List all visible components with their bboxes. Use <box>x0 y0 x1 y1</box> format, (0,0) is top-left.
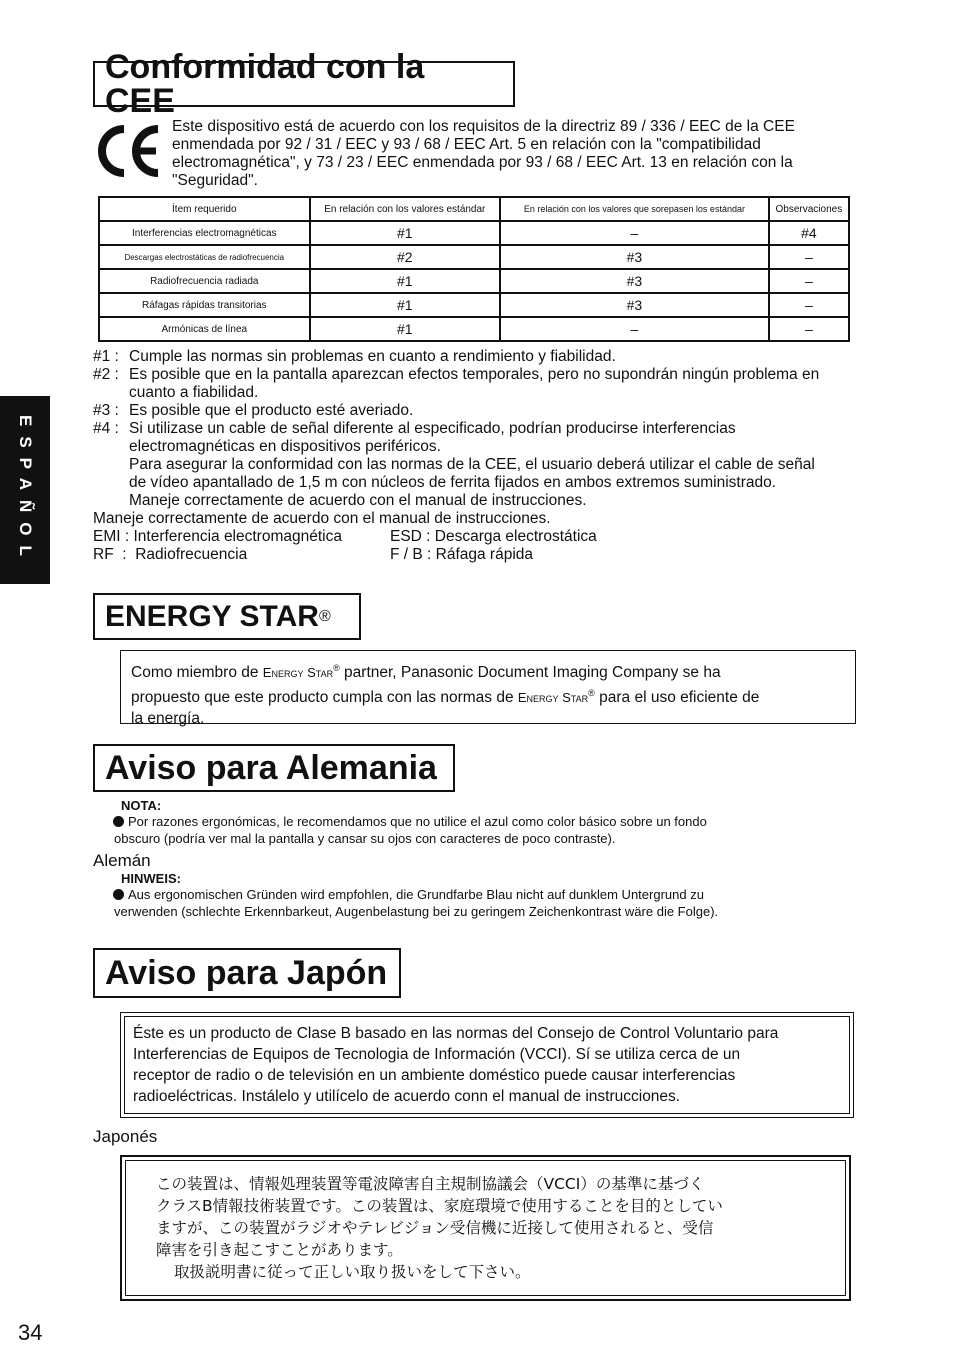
table-cell: – <box>769 317 849 341</box>
abbrev-row <box>93 546 853 564</box>
nota-item <box>114 813 873 847</box>
japan-heading <box>93 948 401 998</box>
japan-spanish-box <box>120 1012 854 1118</box>
japanese-lang-label: Japonés <box>93 1127 158 1146</box>
table-cell: – <box>769 269 849 293</box>
bullet-icon <box>113 889 124 900</box>
table-cell: – <box>769 293 849 317</box>
ce-mark-icon <box>92 120 166 187</box>
japan-line: Interferencias de Equipos de Tecnologia de Información (VCCI). Sí se utiliza cerca de un <box>133 1046 741 1063</box>
japan-japanese-inner <box>125 1160 846 1296</box>
japan-japanese-box <box>120 1155 851 1301</box>
table-cell: – <box>500 221 769 245</box>
table-header-row <box>99 197 849 221</box>
table-header-cell: En relación con los valores que sorepasen los estándar <box>500 197 769 221</box>
table-header-cell: Ítem requerido <box>99 197 310 221</box>
note-tag: #3 : <box>93 402 119 419</box>
table-cell: #1 <box>310 269 501 293</box>
energy-brand: Energy Star <box>517 690 589 706</box>
cee-heading <box>93 48 515 120</box>
energy-box <box>120 650 856 728</box>
japan-line: radioeléctricas. Instálelo y utilícelo de acuerdo conn el manual de instrucciones. <box>133 1088 681 1105</box>
table-cell: Interferencias electromagnéticas <box>99 221 310 245</box>
table-row <box>99 221 849 245</box>
cee-intro-line: enmendada por 92 / 31 / EEC y 93 / 68 / EEC Art. 5 en relación con la "compatibilidad <box>172 136 761 153</box>
table-cell: #3 <box>500 269 769 293</box>
table-row <box>99 317 849 341</box>
table-row <box>99 293 849 317</box>
jp-line: 障害を引き起こすことがあります。 <box>156 1241 403 1259</box>
note-line: Maneje correctamente de acuerdo con el manual de instrucciones. <box>129 492 587 509</box>
registered-mark: ® <box>333 663 340 673</box>
table-cell: #1 <box>310 221 501 245</box>
hinweis-line: Aus ergonomischen Gründen wird empfohlen, die Grundfarbe Blau nicht auf dunklem Untergrund zu <box>128 887 704 902</box>
cee-heading-text: Conformidad con la CEE <box>105 48 425 120</box>
table-cell: – <box>500 317 769 341</box>
hinweis-label: HINWEIS: <box>121 871 181 886</box>
table-cell: Radiofrecuencia radiada <box>99 269 310 293</box>
registered-mark: ® <box>588 688 595 699</box>
registered-mark: ® <box>318 607 331 625</box>
energy-text: la energía. <box>131 710 205 728</box>
nota-line: obscuro (podría ver mal la pantalla y cansar su ojos con caracteres de poco contraste). <box>114 831 616 846</box>
japan-line: Éste es un producto de Clase B basado en las normas del Consejo de Control Voluntario para <box>133 1025 779 1042</box>
cee-intro-line: electromagnética", y 73 / 23 / EEC enmendada por 93 / 68 / EEC Art. 13 en relación con la <box>172 154 793 171</box>
bullet-icon <box>113 816 124 827</box>
jp-line: ますが、この装置がラジオやテレビジョン受信機に近接して使用されると、受信 <box>156 1219 714 1237</box>
japan-line: receptor de radio o de televisión en un ambiente doméstico puede causar interferencias <box>133 1067 736 1084</box>
japan-spanish-inner <box>124 1016 850 1114</box>
energy-heading <box>93 593 361 640</box>
note-tag: #1 : <box>93 348 119 365</box>
energy-heading-text: ENERGY STAR <box>105 599 319 633</box>
germany-heading <box>93 744 455 792</box>
cee-intro <box>172 118 872 190</box>
table-row <box>99 245 849 269</box>
jp-line: クラスB情報技術装置です。この装置は、家庭環境で使用することを目的としてい <box>156 1197 723 1215</box>
note-line: cuanto a fiabilidad. <box>129 384 259 401</box>
table-cell: Ráfagas rápidas transitorias <box>99 293 310 317</box>
note-line: Si utilizase un cable de señal diferente al especificado, podrían producirse interferencias <box>129 420 736 437</box>
germany-heading-text: Aviso para Alemania <box>105 749 437 787</box>
table-row <box>99 269 849 293</box>
page-number: 34 <box>18 1320 43 1345</box>
table-cell: #2 <box>310 245 501 269</box>
table-header-cell: Observaciones <box>769 197 849 221</box>
cee-compliance-table <box>98 196 850 342</box>
abbrev-item: F / B : Ráfaga rápida <box>390 546 534 563</box>
japan-heading-text: Aviso para Japón <box>105 954 388 992</box>
german-lang-label: Alemán <box>93 851 151 870</box>
abbrev-item: RF : Radiofrecuencia <box>93 546 248 563</box>
table-cell: Armónicas de línea <box>99 317 310 341</box>
abbrev-row <box>93 528 853 546</box>
table-cell: #1 <box>310 317 501 341</box>
abbrev-item: EMI : Interferencia electromagnética <box>93 528 342 545</box>
cee-closing: Maneje correctamente de acuerdo con el manual de instrucciones. <box>93 510 551 527</box>
note-line: de vídeo apantallado de 1,5 m con núcleos de ferrita fijados en ambos extremos suministrado. <box>129 474 777 491</box>
nota-line: Por razones ergonómicas, le recomendamos que no utilice el azul como color básico sobre un fondo <box>128 814 707 829</box>
energy-text: propuesto que este producto cumpla con las normas de <box>131 689 518 707</box>
germany-notes <box>93 798 873 920</box>
note-line: Es posible que en la pantalla aparezcan efectos temporales, pero no supondrán ningún problema en <box>129 366 820 383</box>
table-cell: #3 <box>500 245 769 269</box>
jp-line: この装置は、情報処理装置等電波障害自主規制協議会（VCCI）の基準に基づく <box>156 1175 705 1193</box>
note-line: Es posible que el producto esté averiado. <box>129 402 414 419</box>
cee-notes <box>93 348 853 564</box>
note-line: electromagnéticas en dispositivos periféricos. <box>129 438 441 455</box>
abbrev-item: ESD : Descarga electrostática <box>390 528 597 545</box>
cee-intro-line: "Seguridad". <box>172 172 258 189</box>
table-cell: #4 <box>769 221 849 245</box>
note-item <box>93 348 853 366</box>
table-cell: #1 <box>310 293 501 317</box>
energy-brand: Energy Star <box>262 665 334 681</box>
note-tag: #2 : <box>93 366 119 383</box>
hinweis-line: verwenden (schlechte Erkennbarkeut, Augenbelastung bei zu geringem Zeichenkontrast wäre die Folge). <box>114 904 719 919</box>
note-line: Para asegurar la conformidad con las normas de la CEE, el usuario deberá utilizar el cable de señal <box>129 456 815 473</box>
language-side-tab <box>0 396 50 584</box>
table-cell: Descargas electrostáticas de radiofrecuencia <box>99 245 310 269</box>
table-header-cell: En relación con los valores estándar <box>310 197 501 221</box>
energy-text: para el uso eficiente de <box>594 689 760 707</box>
table-cell: #3 <box>500 293 769 317</box>
energy-text: partner, Panasonic Document Imaging Company se ha <box>339 664 721 682</box>
hinweis-item <box>114 886 873 920</box>
side-tab-label: ESPAÑOL <box>16 414 35 566</box>
jp-line: 取扱説明書に従って正しい取り扱いをして下さい。 <box>174 1263 531 1281</box>
note-item <box>93 420 853 510</box>
note-item <box>93 366 853 402</box>
nota-label: NOTA: <box>121 798 162 813</box>
table-cell: – <box>769 245 849 269</box>
note-line: Cumple las normas sin problemas en cuanto a rendimiento y fiabilidad. <box>129 348 616 365</box>
cee-intro-line: Este dispositivo está de acuerdo con los requisitos de la directriz 89 / 336 / EEC de la CEE <box>172 118 795 135</box>
note-item <box>93 402 853 420</box>
energy-text: Como miembro de <box>131 664 263 682</box>
note-tag: #4 : <box>93 420 119 437</box>
